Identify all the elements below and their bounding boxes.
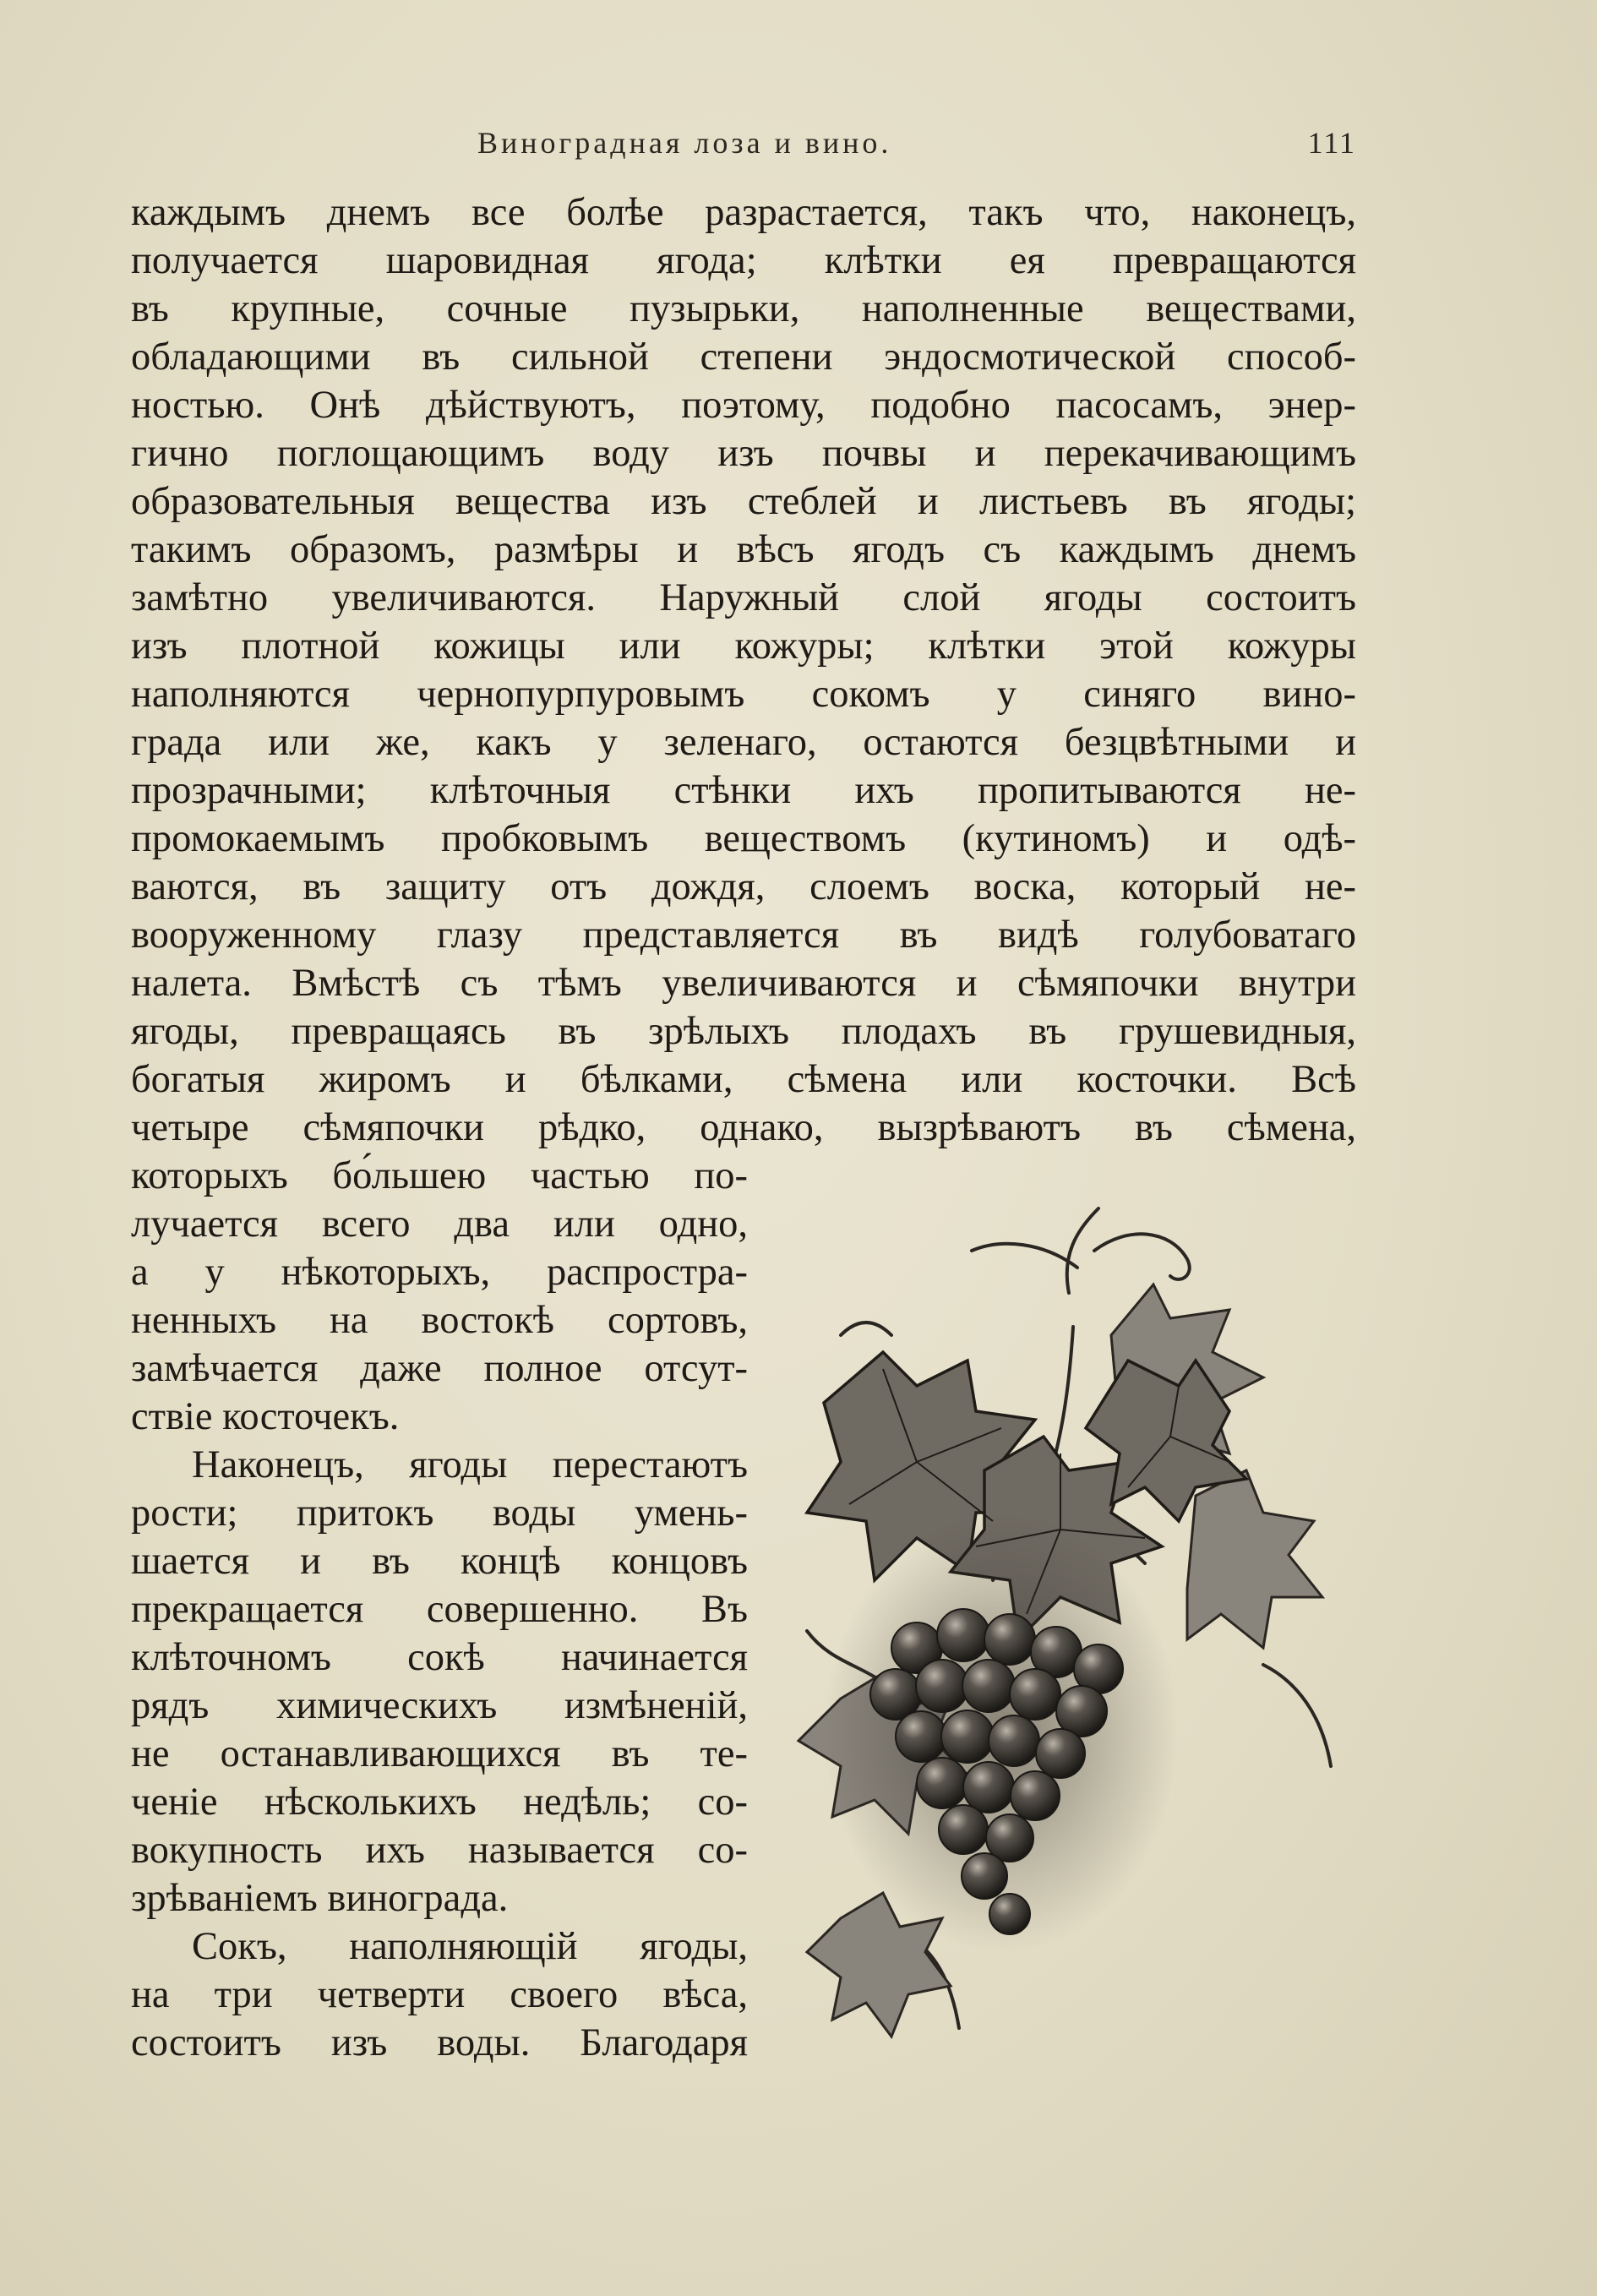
text-line: промокаемымъ пробковымъ веществомъ (кутиномъ) и одѣ- [131,817,1356,860]
text-line: гично поглощающимъ воду изъ почвы и перекачивающимъ [131,432,1356,475]
text-line: рости; притокъ воды умень- [131,1492,748,1535]
text-line: ствіе косточекъ. [131,1395,400,1438]
text-line: вооруженному глазу представляется въ видѣ голубоватаго [131,913,1356,957]
text-line: замѣчается даже полное отсут- [131,1347,748,1390]
text-line: рядъ химическихъ измѣненій, [131,1684,748,1727]
text-line: ваются, въ защиту отъ дождя, слоемъ воска, который не- [131,865,1356,908]
paragraph-start-line: Сокъ, наполняющій ягоды, [192,1925,748,1968]
grape-vine-engraving [790,1192,1348,2053]
text-line: образовательныя вещества изъ стеблей и листьевъ въ ягоды; [131,480,1356,523]
text-line: четыре сѣмяпочки рѣдко, однако, вызрѣваютъ въ сѣмена, [131,1106,1356,1149]
text-line: града или же, какъ у зеленаго, остаются безцвѣтными и [131,721,1356,764]
text-line: состоитъ изъ воды. Благодаря [131,2021,748,2064]
text-line: ненныхъ на востокѣ сортовъ, [131,1299,748,1342]
text-line: налета. Вмѣстѣ съ тѣмъ увеличиваются и сѣмяпочки внутри [131,962,1356,1005]
text-line: прекращается совершенно. Въ [131,1588,748,1631]
text-line: получается шаровидная ягода; клѣтки ея превращаются [131,239,1356,282]
text-line: такимъ образомъ, размѣры и вѣсъ ягодъ съ каждымъ днемъ [131,528,1356,571]
text-line: богатыя жиромъ и бѣлками, сѣмена или косточки. Всѣ [131,1058,1356,1101]
text-line: на три четверти своего вѣса, [131,1973,748,2016]
text-line: обладающими въ сильной степени эндосмотической способ- [131,335,1356,379]
text-line: замѣтно увеличиваются. Наружный слой ягоды состоитъ [131,576,1356,619]
text-line: каждымъ днемъ все болѣе разрастается, такъ что, наконецъ, [131,191,1356,234]
text-line: изъ плотной кожицы или кожуры; клѣтки этой кожуры [131,624,1356,668]
text-line: въ крупные, сочные пузырьки, наполненные веществами, [131,287,1356,330]
text-line: ченіе нѣсколькихъ недѣль; со- [131,1781,748,1824]
text-line: наполняются чернопурпуровымъ сокомъ у синяго вино- [131,673,1356,716]
running-head [135,125,1356,169]
text-line: ягоды, превращаясь въ зрѣлыхъ плодахъ въ грушевидныя, [131,1010,1356,1053]
text-line: прозрачными; клѣточныя стѣнки ихъ пропитываются не- [131,769,1356,812]
text-line: которыхъ бо́льшею частью по- [131,1154,748,1197]
text-line: шается и въ концѣ концовъ [131,1540,748,1583]
text-line: зрѣваніемъ винограда. [131,1877,509,1920]
text-line: не останавливающихся въ те- [131,1732,748,1775]
paragraph-start-line: Наконецъ, ягоды перестаютъ [192,1443,748,1486]
text-line: клѣточномъ сокѣ начинается [131,1636,748,1679]
text-line: ностью. Онѣ дѣйствуютъ, поэтому, подобно пасосамъ, энер- [131,384,1356,427]
page-number: 111 [1307,126,1356,160]
text-line: а у нѣкоторыхъ, распростра- [131,1251,748,1294]
running-title: Виноградная лоза и вино. [477,126,892,160]
grape-vine-illustration [790,1192,1348,2053]
text-line: вокупность ихъ называется со- [131,1829,748,1872]
text-line: лучается всего два или одно, [131,1203,748,1246]
